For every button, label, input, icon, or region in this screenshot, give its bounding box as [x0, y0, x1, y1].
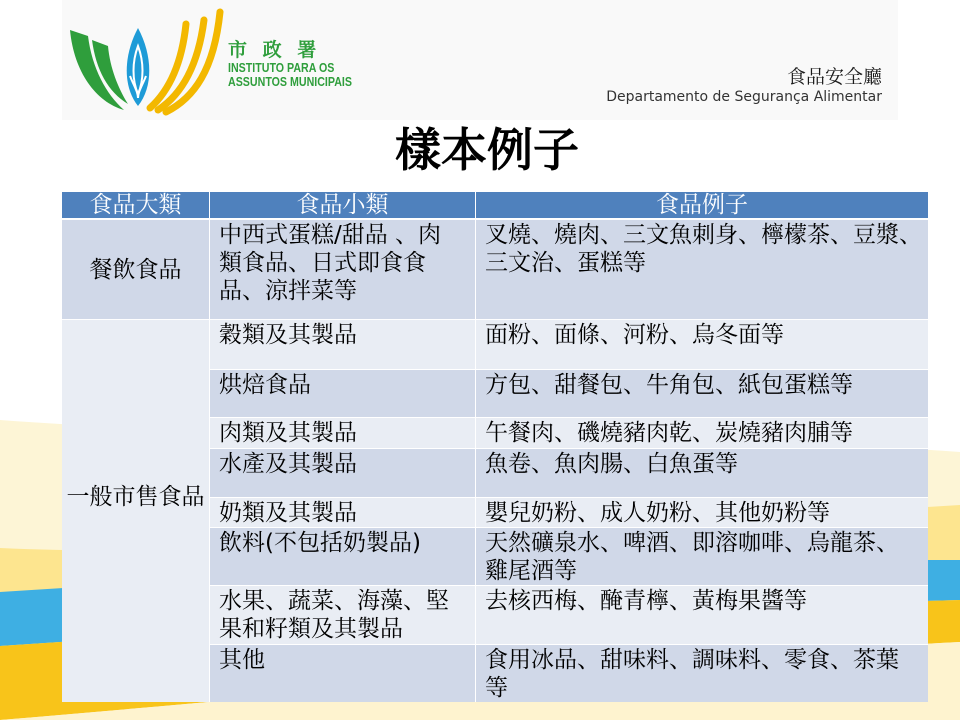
- subcategory-label: 飲料(不包括奶製品): [219, 530, 421, 556]
- examples-label: 午餐肉、磯燒豬肉乾、炭燒豬肉脯等: [485, 420, 853, 446]
- food-sample-table: [62, 192, 928, 702]
- subcategory-cell: [210, 498, 476, 528]
- column-header-food-subcategory: 食品小類: [210, 192, 476, 220]
- subcategory-cell: [210, 449, 476, 498]
- subcategory-label: 穀類及其製品: [219, 322, 357, 348]
- subcategory-cell: [210, 418, 476, 449]
- subcategory-label: 水果、蔬菜、海藻、堅果和籽類及其製品: [219, 588, 449, 642]
- subcategory-label: 肉類及其製品: [219, 420, 357, 446]
- examples-label: 魚卷、魚肉腸、白魚蛋等: [485, 451, 738, 477]
- logo-yellow-stripe-1: [150, 24, 186, 108]
- examples-cell: [476, 418, 928, 449]
- examples-label: 去核西梅、醃青檸、黃梅果醬等: [485, 588, 807, 614]
- department-name-portuguese: Departamento de Segurança Alimentar: [606, 89, 882, 105]
- examples-cell: [476, 449, 928, 498]
- org-name-portuguese: [228, 61, 352, 89]
- iam-logo: [66, 6, 226, 116]
- subcategory-cell: [210, 370, 476, 418]
- examples-label: 食用冰品、甜味料、調味料、零食、茶葉等: [485, 647, 899, 701]
- department-name-chinese: 食品安全廳: [786, 66, 882, 88]
- examples-label: 嬰兒奶粉、成人奶粉、其他奶粉等: [485, 500, 830, 526]
- examples-cell: [476, 320, 928, 370]
- category-label: 一般市售食品: [66, 484, 205, 510]
- examples-cell: [476, 220, 928, 320]
- subcategory-cell: [210, 586, 476, 645]
- examples-cell: [476, 645, 928, 702]
- org-name-portuguese-line-2: ASSUNTOS MUNICIPAIS: [228, 74, 352, 89]
- subcategory-label: 中西式蛋糕/甜品 、肉類食品、日式即食食品、涼拌菜等: [219, 222, 442, 304]
- org-name-portuguese-line-1: INSTITUTO PARA OS: [228, 60, 335, 75]
- examples-cell: [476, 498, 928, 528]
- column-header-food-examples: 食品例子: [476, 192, 928, 220]
- examples-label: 天然礦泉水、啤酒、即溶咖啡、烏龍茶、雞尾酒等: [485, 530, 899, 584]
- examples-cell: [476, 370, 928, 418]
- column-header-food-category: 食品大類: [62, 192, 210, 220]
- category-cell: [62, 320, 210, 702]
- org-name-chinese: 市 政 署: [228, 39, 321, 61]
- subcategory-cell: [210, 528, 476, 586]
- examples-label: 方包、甜餐包、牛角包、紙包蛋糕等: [485, 372, 853, 398]
- subcategory-label: 水產及其製品: [219, 451, 357, 477]
- examples-cell: [476, 528, 928, 586]
- subcategory-label: 烘焙食品: [219, 372, 311, 398]
- subcategory-label: 奶類及其製品: [219, 500, 357, 526]
- examples-label: 面粉、面條、河粉、烏冬面等: [485, 322, 784, 348]
- category-label: 餐飲食品: [89, 256, 182, 283]
- subcategory-cell: [210, 320, 476, 370]
- subcategory-cell: [210, 645, 476, 702]
- examples-cell: [476, 586, 928, 645]
- category-cell: [62, 220, 210, 320]
- examples-label: 叉燒、燒肉、三文魚刺身、檸檬茶、豆漿、三文治、蛋糕等: [485, 222, 922, 276]
- slide-title: 樣本例子: [395, 123, 579, 177]
- subcategory-label: 其他: [219, 647, 265, 673]
- subcategory-cell: [210, 220, 476, 320]
